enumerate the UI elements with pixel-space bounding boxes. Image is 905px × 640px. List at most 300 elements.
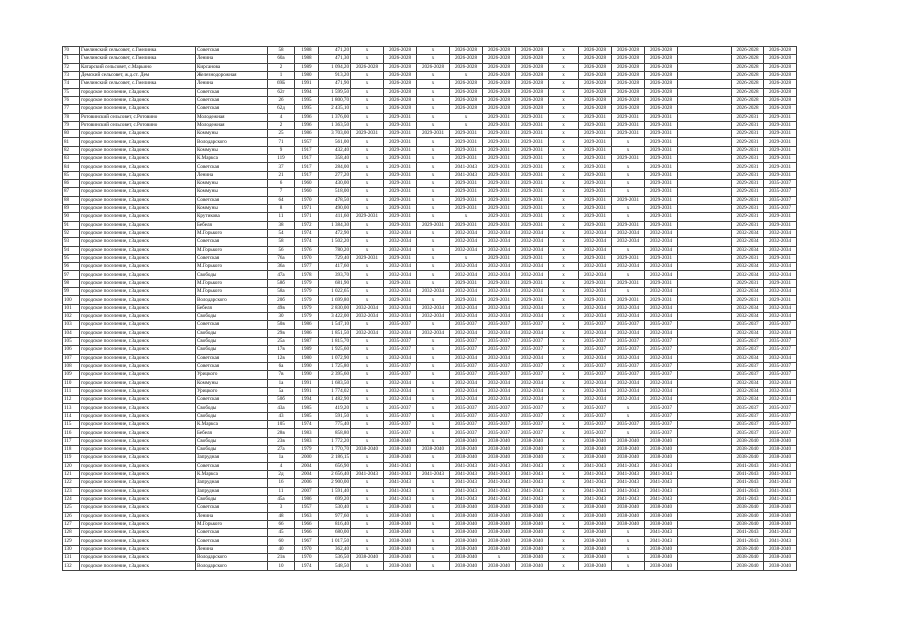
cell: 2026-2028 (579, 105, 612, 113)
area: 1 591,40 (319, 487, 351, 495)
cell: х (612, 163, 645, 171)
cell: 2029-2031 (450, 196, 483, 204)
cell: 2038-2040 (612, 512, 645, 520)
cell: х (417, 296, 450, 304)
row-number: 113 (63, 404, 80, 412)
area: 472,90 (319, 229, 351, 237)
row-number: 99 (63, 288, 80, 296)
cell: х (417, 321, 450, 329)
year-built: 2007 (295, 487, 319, 495)
settlement: городское поселение, г.Задонск (80, 188, 196, 196)
cell: 2035-2037 (483, 421, 516, 429)
cell: 2041-2043 (612, 495, 645, 503)
row-number: 100 (63, 296, 80, 304)
cell: 2032-2034 (612, 396, 645, 404)
cell: 2032-2034 (579, 396, 612, 404)
table-row (63, 421, 797, 429)
cell: 2038-2040 (579, 562, 612, 570)
cell: 2026-2028 (483, 88, 516, 96)
cell: 2038-2040 (764, 520, 797, 528)
cell: 2029-2031 (579, 221, 612, 229)
cell: 2026-2028 (483, 47, 516, 55)
cell: 2032-2034 (384, 379, 417, 387)
cell: 2026-2028 (483, 80, 516, 88)
year-built: 1987 (295, 337, 319, 345)
year-built: 1980 (295, 354, 319, 362)
cell: 2035-2037 (612, 346, 645, 354)
cell: х (549, 55, 579, 63)
cell: 2026-2028 (645, 105, 678, 113)
cell: х (351, 512, 384, 520)
cell: 2032-2034 (516, 246, 549, 254)
row-number: 115 (63, 421, 80, 429)
row-number: 120 (63, 462, 80, 470)
settlement: городское поселение, г.Задонск (80, 562, 196, 570)
cell: 2026-2028 (764, 96, 797, 104)
house-number: 12в (268, 354, 295, 362)
cell: 2029-2031 (384, 213, 417, 221)
cell: х (417, 138, 450, 146)
area: 419,20 (319, 404, 351, 412)
area: 681,90 (319, 279, 351, 287)
cell: 2032-2034 (483, 379, 516, 387)
table-row (63, 96, 797, 104)
cell: 2026-2028 (417, 63, 450, 71)
cell: 2029-2031 (612, 254, 645, 262)
cell: 2032-2034 (732, 229, 764, 237)
cell: 2038-2040 (645, 554, 678, 562)
cell: х (549, 96, 579, 104)
street: Ленина (196, 171, 268, 179)
table-row (63, 479, 797, 487)
cell: 2026-2028 (516, 96, 549, 104)
area: 2 395,60 (319, 371, 351, 379)
cell: 2029-2031 (516, 163, 549, 171)
street: Свободы (196, 313, 268, 321)
row-number: 73 (63, 71, 80, 79)
cell: х (549, 404, 579, 412)
area: 1 022,65 (319, 288, 351, 296)
cell: 2029-2031 (645, 254, 678, 262)
cell: х (549, 495, 579, 503)
cell: 2032-2034 (732, 304, 764, 312)
cell: 2038-2040 (450, 545, 483, 553)
row-number: 103 (63, 321, 80, 329)
cell: 2029-2031 (645, 163, 678, 171)
cell: 2038-2040 (645, 520, 678, 528)
table-row (63, 47, 797, 55)
area: 1 384,30 (319, 221, 351, 229)
table-row (63, 155, 797, 163)
cell: 2035-2037 (384, 371, 417, 379)
year-built: 1957 (295, 504, 319, 512)
cell: 2038-2040 (450, 437, 483, 445)
cell: х (417, 396, 450, 404)
row-number: 124 (63, 495, 80, 503)
cell: 2041-2043 (579, 495, 612, 503)
cell: 2029-2031 (483, 163, 516, 171)
cell: 2035-2037 (450, 346, 483, 354)
cell: х (549, 529, 579, 537)
row-number: 83 (63, 155, 80, 163)
cell: х (612, 554, 645, 562)
street: Крутикова (196, 213, 268, 221)
cell: х (549, 213, 579, 221)
cell: 2026-2028 (516, 55, 549, 63)
cell: х (417, 520, 450, 528)
cell: 2029-2031 (645, 113, 678, 121)
cell: 2041-2043 (645, 462, 678, 470)
house-number: 49в (268, 304, 295, 312)
cell (678, 304, 732, 312)
cell: 2029-2031 (417, 130, 450, 138)
cell: 2029-2031 (645, 130, 678, 138)
cell: х (549, 462, 579, 470)
cell: 2026-2028 (645, 88, 678, 96)
house-number: 25а (268, 337, 295, 345)
area: 1 772,20 (319, 437, 351, 445)
cell: 2035-2037 (732, 429, 764, 437)
area: 1 072,90 (319, 354, 351, 362)
street: К.Маркса (196, 421, 268, 429)
year-built: 1995 (295, 96, 319, 104)
cell: 2038-2040 (732, 562, 764, 570)
cell: 2032-2034 (645, 329, 678, 337)
cell: х (417, 279, 450, 287)
cell: х (549, 454, 579, 462)
cell: х (417, 562, 450, 570)
cell: 2038-2040 (764, 446, 797, 454)
cell: х (351, 354, 384, 362)
cell: 2038-2040 (450, 446, 483, 454)
table-row (63, 362, 797, 370)
cell: 2032-2034 (732, 329, 764, 337)
table-row (63, 138, 797, 146)
area: 816,40 (319, 520, 351, 528)
cell (678, 396, 732, 404)
cell: х (612, 188, 645, 196)
house-number: 29в (268, 329, 295, 337)
cell (678, 354, 732, 362)
table-row (63, 80, 797, 88)
cell: 2029-2031 (483, 254, 516, 262)
cell: 2041-2043 (732, 487, 764, 495)
cell: 2029-2031 (612, 113, 645, 121)
cell: х (549, 229, 579, 237)
cell: 2026-2028 (579, 55, 612, 63)
cell: 2035-2037 (483, 412, 516, 420)
row-number: 90 (63, 213, 80, 221)
cell: 2035-2037 (516, 362, 549, 370)
cell (678, 379, 732, 387)
row-number: 125 (63, 504, 80, 512)
cell: 2041-2043 (483, 462, 516, 470)
cell: 2035-2037 (732, 362, 764, 370)
area: 858,80 (319, 429, 351, 437)
cell: 2038-2040 (645, 512, 678, 520)
settlement: городское поселение, г.Задонск (80, 354, 196, 362)
cell: х (417, 454, 450, 462)
cell: х (612, 529, 645, 537)
cell: 2032-2034 (579, 263, 612, 271)
cell: 2029-2031 (645, 121, 678, 129)
cell: 2029-2031 (384, 155, 417, 163)
house-number: 60а (268, 55, 295, 63)
street: Ленина (196, 545, 268, 553)
cell: 2038-2040 (516, 512, 549, 520)
row-number: 119 (63, 454, 80, 462)
cell: 2038-2040 (645, 454, 678, 462)
area: 1 725,80 (319, 362, 351, 370)
cell: 2029-2031 (579, 138, 612, 146)
settlement: городское поселение, г.Задонск (80, 304, 196, 312)
cell: х (612, 246, 645, 254)
cell: 2038-2040 (450, 454, 483, 462)
cell: 2032-2034 (516, 313, 549, 321)
house-number: 5а (268, 387, 295, 395)
cell: 2029-2031 (732, 130, 764, 138)
cell: 2032-2034 (516, 329, 549, 337)
cell: х (351, 562, 384, 570)
cell: 2029-2031 (612, 296, 645, 304)
cell: 2032-2034 (764, 246, 797, 254)
cell: х (351, 371, 384, 379)
cell: 2038-2040 (612, 504, 645, 512)
cell (678, 213, 732, 221)
cell: 2038-2040 (516, 454, 549, 462)
cell: 2029-2031 (732, 279, 764, 287)
settlement: городское поселение, г.Задонск (80, 412, 196, 420)
cell: 2029-2031 (483, 221, 516, 229)
house-number: 1а (268, 379, 295, 387)
cell: х (549, 271, 579, 279)
cell: 2029-2031 (516, 146, 549, 154)
cell: 2032-2034 (764, 263, 797, 271)
cell: х (549, 130, 579, 138)
cell: 2035-2037 (384, 337, 417, 345)
cell: х (612, 180, 645, 188)
cell: х (417, 379, 450, 387)
cell: 2035-2037 (732, 346, 764, 354)
cell: 2026-2028 (483, 71, 516, 79)
cell: 2029-2031 (764, 130, 797, 138)
cell: 2029-2031 (579, 296, 612, 304)
cell: 2029-2031 (450, 130, 483, 138)
cell: х (351, 362, 384, 370)
year-built: 1990 (295, 362, 319, 370)
table-row (63, 387, 797, 395)
cell: 2041-2043 (612, 487, 645, 495)
cell: 2038-2040 (645, 545, 678, 553)
street: Запрудная (196, 479, 268, 487)
cell: 2032-2034 (764, 238, 797, 246)
cell: 2038-2040 (764, 512, 797, 520)
cell: 2038-2040 (732, 446, 764, 454)
cell: 2035-2037 (516, 429, 549, 437)
cell: 2038-2040 (516, 520, 549, 528)
cell: 2029-2031 (351, 254, 384, 262)
cell: 2032-2034 (645, 229, 678, 237)
cell: х (612, 204, 645, 212)
area: 1 017,50 (319, 537, 351, 545)
cell: 2026-2028 (516, 63, 549, 71)
cell: 2035-2037 (612, 371, 645, 379)
cell: 2035-2037 (483, 321, 516, 329)
table-row (63, 329, 797, 337)
cell: 2032-2034 (732, 246, 764, 254)
cell: 2032-2034 (384, 304, 417, 312)
row-number: 85 (63, 171, 80, 179)
house-number: 37 (268, 163, 295, 171)
cell: х (417, 371, 450, 379)
table-row (63, 396, 797, 404)
settlement: городское поселение, г.Задонск (80, 479, 196, 487)
cell (678, 545, 732, 553)
cell: 2026-2028 (612, 47, 645, 55)
street: К.Маркса (196, 155, 268, 163)
table-row (63, 562, 797, 570)
cell: 2029-2031 (516, 221, 549, 229)
cell: 2032-2034 (384, 396, 417, 404)
house-number: 50в (268, 321, 295, 329)
cell: 2029-2031 (384, 146, 417, 154)
cell: 2032-2034 (384, 263, 417, 271)
settlement: городское поселение, г.Задонск (80, 138, 196, 146)
cell: 2035-2037 (579, 421, 612, 429)
settlement: городское поселение, г.Задонск (80, 213, 196, 221)
house-number: 58 (268, 238, 295, 246)
cell (678, 55, 732, 63)
cell: 2032-2034 (732, 313, 764, 321)
house-number: 62д (268, 105, 295, 113)
cell: 2029-2031 (516, 213, 549, 221)
house-number: 7 (268, 188, 295, 196)
cell (678, 470, 732, 478)
cell: х (549, 554, 579, 562)
cell: 2026-2028 (732, 47, 764, 55)
cell: х (351, 196, 384, 204)
settlement: городское поселение, г.Задонск (80, 163, 196, 171)
cell: 2035-2037 (483, 337, 516, 345)
cell: 2035-2037 (732, 404, 764, 412)
cell: 2038-2040 (450, 512, 483, 520)
cell: 2032-2034 (384, 387, 417, 395)
cell: 2026-2028 (732, 96, 764, 104)
street: Советская (196, 96, 268, 104)
table-row (63, 462, 797, 470)
cell: х (351, 171, 384, 179)
cell: 2035-2037 (645, 346, 678, 354)
street: Молодежная (196, 113, 268, 121)
area: 780,20 (319, 246, 351, 254)
house-number: 54 (268, 229, 295, 237)
cell: х (351, 246, 384, 254)
cell: 2026-2028 (516, 105, 549, 113)
year-built: 1970 (295, 545, 319, 553)
cell: 2029-2031 (579, 113, 612, 121)
cell: 2032-2034 (450, 396, 483, 404)
cell: х (351, 495, 384, 503)
cell (678, 271, 732, 279)
street: Запрудная (196, 454, 268, 462)
table-row (63, 288, 797, 296)
cell: 2029-2031 (483, 113, 516, 121)
cell (678, 504, 732, 512)
cell: 2029-2031 (450, 279, 483, 287)
cell: х (549, 479, 579, 487)
street: Советская (196, 504, 268, 512)
cell: 2026-2028 (612, 88, 645, 96)
street: Урицкого (196, 371, 268, 379)
table-row (63, 63, 797, 71)
cell: 2038-2040 (612, 446, 645, 454)
cell: х (549, 288, 579, 296)
cell: 2032-2034 (516, 396, 549, 404)
table-row (63, 171, 797, 179)
cell: 2038-2040 (516, 537, 549, 545)
house-number: 40 (268, 545, 295, 553)
row-number: 80 (63, 130, 80, 138)
cell: 2026-2028 (384, 47, 417, 55)
cell: 2032-2034 (516, 304, 549, 312)
street: Урицкого (196, 387, 268, 395)
cell: 2038-2040 (483, 537, 516, 545)
area: 1 363,50 (319, 121, 351, 129)
cell: х (351, 487, 384, 495)
cell: 2032-2034 (483, 271, 516, 279)
cell: 2038-2040 (645, 446, 678, 454)
area: 471,20 (319, 47, 351, 55)
settlement: Катарский сельсовет, с.Марьино (80, 63, 196, 71)
house-number: 1 (268, 71, 295, 79)
table-row (63, 512, 797, 520)
cell: 2032-2034 (450, 329, 483, 337)
row-number: 84 (63, 163, 80, 171)
row-number: 87 (63, 188, 80, 196)
cell: 2035-2037 (732, 321, 764, 329)
cell: х (351, 238, 384, 246)
cell: 2029-2031 (516, 130, 549, 138)
cell: 2035-2037 (645, 337, 678, 345)
row-number: 98 (63, 279, 80, 287)
settlement: городское поселение, г.Задонск (80, 554, 196, 562)
house-number: 23в (268, 437, 295, 445)
cell: 2035-2037 (732, 371, 764, 379)
cell: 2026-2028 (579, 71, 612, 79)
cell: 2032-2034 (612, 304, 645, 312)
cell: х (351, 421, 384, 429)
cell: 2032-2034 (579, 229, 612, 237)
cell: 2035-2037 (645, 421, 678, 429)
cell: 2041-2043 (450, 479, 483, 487)
cell: 2038-2040 (645, 562, 678, 570)
cell: 2032-2034 (645, 379, 678, 387)
year-built: 1977 (295, 263, 319, 271)
cell: 2038-2040 (732, 512, 764, 520)
cell (678, 512, 732, 520)
cell: х (549, 321, 579, 329)
cell: 2038-2040 (764, 437, 797, 445)
cell: х (549, 138, 579, 146)
settlement: Ротовинский сельсовет, с.Ротовино (80, 121, 196, 129)
cell: 2029-2031 (645, 204, 678, 212)
cell: 2035-2037 (579, 346, 612, 354)
cell: 2029-2031 (764, 121, 797, 129)
cell: 2035-2037 (764, 429, 797, 437)
cell: 2029-2031 (579, 180, 612, 188)
year-built: 1986 (295, 329, 319, 337)
table-row (63, 412, 797, 420)
